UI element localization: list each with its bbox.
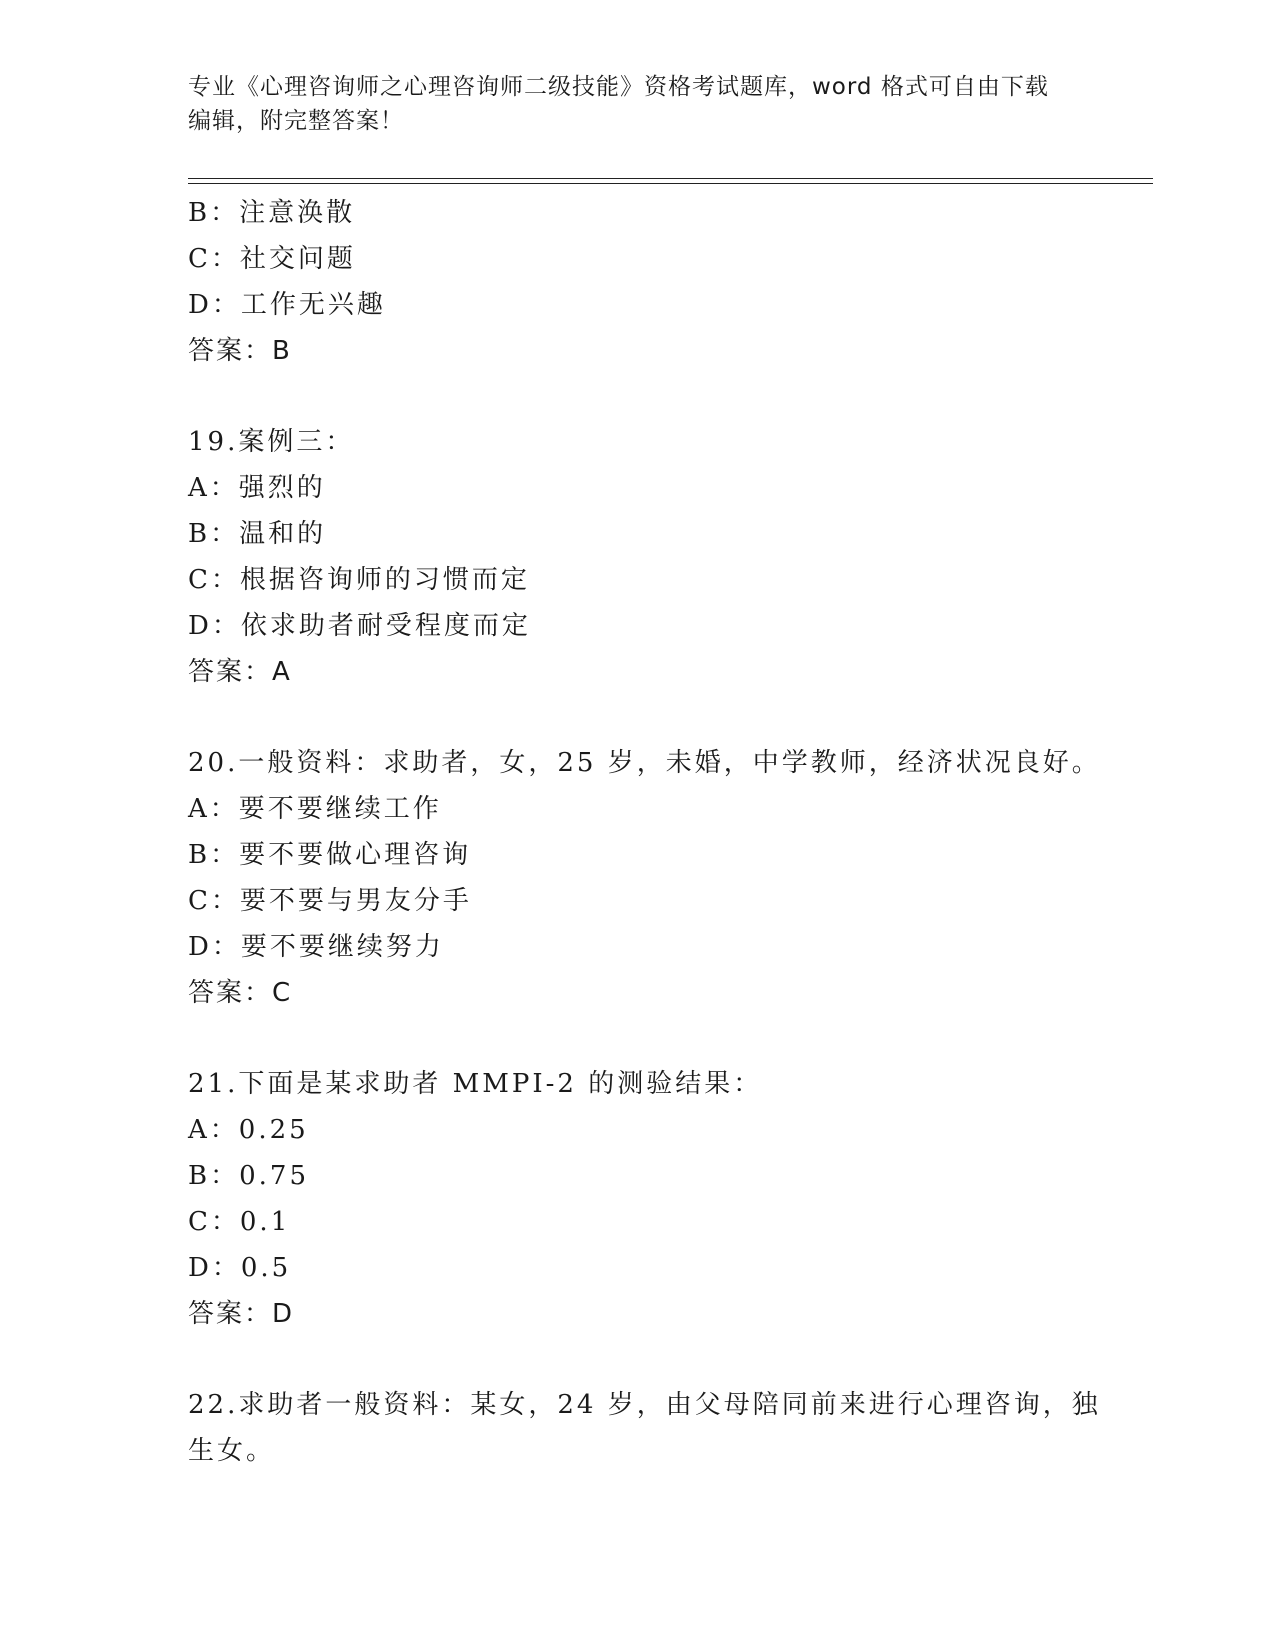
question-block-20 [188,740,1128,1016]
option-d: D：依求助者耐受程度而定 [188,611,531,641]
answer-line: 答案：A [188,657,292,687]
option-b: B：0.75 [188,1161,309,1191]
option-a: A：强烈的 [188,473,326,503]
question-title: 19.案例三： [188,427,355,457]
option-b: B：注意涣散 [188,198,356,228]
option-a: A：要不要继续工作 [188,794,442,824]
header-divider-top [188,178,1153,179]
option-a: A：0.25 [188,1115,309,1145]
answer-line: 答案：D [188,1299,295,1329]
question-block-19 [188,419,1128,695]
question-title: 21.下面是某求助者 MMPI-2 的测验结果： [188,1069,763,1099]
option-d: D：工作无兴趣 [188,290,386,320]
question-list [188,190,1128,1474]
option-c: C：社交问题 [188,244,356,274]
question-title: 22.求助者一般资料：某女，24 岁，由父母陪同前来进行心理咨询，独生女。 [188,1390,1101,1466]
option-c: C：0.1 [188,1207,291,1237]
option-c: C：根据咨询师的习惯而定 [188,565,530,595]
document-header [188,70,1088,138]
header-line-1: 专业《心理咨询师之心理咨询师二级技能》资格考试题库，word 格式可自由下载 [188,74,1049,100]
header-line-2: 编辑，附完整答案！ [188,108,404,134]
question-block-21 [188,1061,1128,1337]
option-b: B：温和的 [188,519,327,549]
question-block-18 [188,190,1128,374]
question-title: 20.一般资料：求助者，女，25 岁，未婚，中学教师，经济状况良好。 [188,748,1101,778]
answer-line: 答案：C [188,978,293,1008]
option-c: C：要不要与男友分手 [188,886,472,916]
option-b: B：要不要做心理咨询 [188,840,472,870]
option-d: D：0.5 [188,1253,292,1283]
answer-line: 答案：B [188,336,292,366]
option-d: D：要不要继续努力 [188,932,444,962]
header-divider-bottom [188,183,1153,184]
question-block-22 [188,1382,1128,1474]
